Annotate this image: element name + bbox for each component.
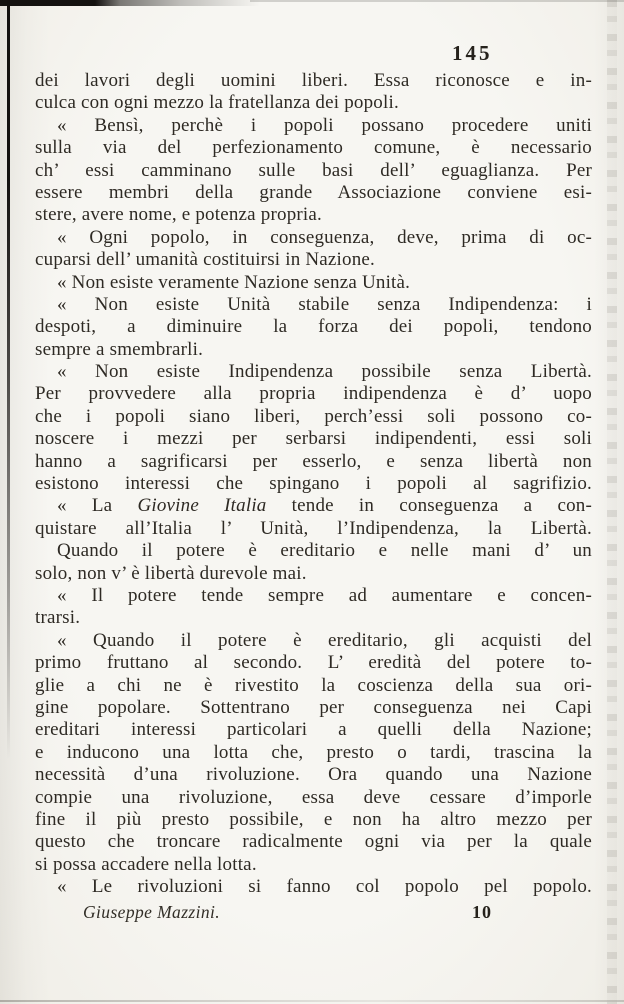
text-segment: primo fruttano al secondo. L’ eredità del potere to- <box>35 652 592 674</box>
text-segment: « Ogni popolo, in conseguenza, deve, prima di oc- <box>57 226 592 248</box>
text-line <box>35 809 592 831</box>
text-segment: tende in conseguenza a con- <box>266 495 592 517</box>
text-line <box>35 316 592 338</box>
text-line <box>35 361 592 383</box>
text-segment: dei lavori degli uomini liberi. Essa riconosce e in- <box>35 70 592 91</box>
text-line <box>35 831 592 853</box>
text-segment: esistono interessi che spingano i popoli al sagrifizio. <box>35 473 592 495</box>
text-segment: despoti, a diminuire la forza dei popoli, tendono <box>35 316 592 338</box>
text-segment: fine il più presto possibile, e non ha altro mezzo per <box>35 808 592 830</box>
text-line <box>35 630 592 652</box>
text-segment: ch’ essi camminano sulle basi dell’ eguaglianza. Per <box>35 159 592 181</box>
text-segment: culca con ogni mezzo la fratellanza dei popoli. <box>35 92 399 114</box>
text-line <box>35 137 592 159</box>
text-line <box>35 406 592 428</box>
text-line <box>35 160 592 182</box>
text-segment: sempre a smembrarli. <box>35 338 204 360</box>
text-segment: cuparsi dell’ umanità costituirsi in Nazione. <box>35 249 375 271</box>
page-number: 145 <box>452 41 493 65</box>
text-segment: « Bensì, perchè i popoli possano procedere uniti <box>57 114 592 136</box>
text-line <box>35 675 592 697</box>
author-signature: Giuseppe Mazzini. <box>83 902 221 922</box>
text-line <box>35 182 592 204</box>
text-line <box>35 607 592 629</box>
text-segment: solo, non v’ è libertà durevole mai. <box>35 562 307 584</box>
text-line <box>35 652 592 674</box>
text-segment: « Non esiste veramente Nazione senza Unità. <box>57 271 411 293</box>
text-line <box>35 854 592 876</box>
scan-artifact-top-edge <box>0 0 260 6</box>
text-segment: « Non esiste Unità stabile senza Indipendenza: i <box>57 293 592 315</box>
text-segment-italic: Giovine Italia <box>137 495 267 517</box>
text-line <box>35 742 592 764</box>
text-line <box>35 383 592 405</box>
text-line <box>35 719 592 741</box>
text-line <box>35 115 592 137</box>
text-line <box>35 92 592 114</box>
text-segment: stere, avere nome, e potenza propria. <box>35 204 322 226</box>
text-line <box>35 227 592 249</box>
body-text <box>35 70 592 898</box>
text-segment: questo che troncare radicalmente ogni via per la quale <box>35 831 592 853</box>
text-segment: Per provvedere alla propria indipendenza è d’ uopo <box>35 383 592 405</box>
text-line <box>35 563 592 585</box>
text-segment: si possa accadere nella lotta. <box>35 853 257 875</box>
text-segment: « Il potere tende sempre ad aumentare e concen- <box>57 584 592 606</box>
text-segment: Quando il potere è ereditario e nelle mani d’ un <box>57 540 592 562</box>
text-segment: necessità d’una rivoluzione. Ora quando una Nazione <box>35 764 592 786</box>
text-line <box>35 473 592 495</box>
text-segment: quistare all’Italia l’ Unità, l’Indipendenza, la Libertà. <box>35 517 592 539</box>
text-segment: « La <box>57 495 138 517</box>
text-line <box>35 204 592 226</box>
text-segment: noscere i mezzi per serbarsi indipendenti, essi soli <box>35 428 592 450</box>
text-segment: « Le rivoluzioni si fanno col popolo pel popolo. <box>57 876 592 898</box>
text-segment: hanno a sagrificarsi per esserlo, e senza libertà non <box>35 450 592 472</box>
text-segment: compie una rivoluzione, essa deve cessare d’imporle <box>35 786 592 808</box>
scan-artifact-left-edge <box>7 0 10 760</box>
text-segment: « Non esiste Indipendenza possibile senza Libertà. <box>57 361 592 383</box>
text-segment: trarsi. <box>35 607 81 629</box>
text-line <box>35 518 592 540</box>
text-segment: « Quando il potere è ereditario, gli acquisti del <box>57 629 592 651</box>
text-segment: che i popoli siano liberi, perch’essi soli possono co- <box>35 405 592 427</box>
text-segment: ereditari interessi particolari a quelli della Nazione; <box>35 719 592 741</box>
text-line <box>35 697 592 719</box>
text-segment: glie a chi ne è rivestito la coscienza della sua ori- <box>35 674 592 696</box>
text-line <box>35 339 592 361</box>
text-line <box>35 249 592 271</box>
text-segment: gine popolare. Sottentrano per conseguenza nei Capi <box>35 696 592 718</box>
text-line <box>35 787 592 809</box>
scan-artifact-top-edge-faint <box>250 0 624 2</box>
text-line <box>35 272 592 294</box>
text-segment: essere membri della grande Associazione conviene esi- <box>35 181 592 203</box>
text-segment: e inducono una lotta che, presto o tardi, trascina la <box>35 741 592 763</box>
text-line <box>35 585 592 607</box>
scan-artifact-bottom-edge <box>0 1000 624 1002</box>
text-line <box>35 540 592 562</box>
text-line <box>35 428 592 450</box>
text-line <box>35 764 592 786</box>
text-line <box>35 70 592 92</box>
text-line <box>35 451 592 473</box>
page-footer <box>35 902 592 926</box>
text-segment: sulla via del perfezionamento comune, è necessario <box>35 137 592 159</box>
scan-artifact-right-streak <box>607 0 617 1004</box>
folio-mark: 10 <box>472 902 492 922</box>
text-line <box>35 876 592 898</box>
text-line <box>35 294 592 316</box>
text-line <box>35 495 592 517</box>
